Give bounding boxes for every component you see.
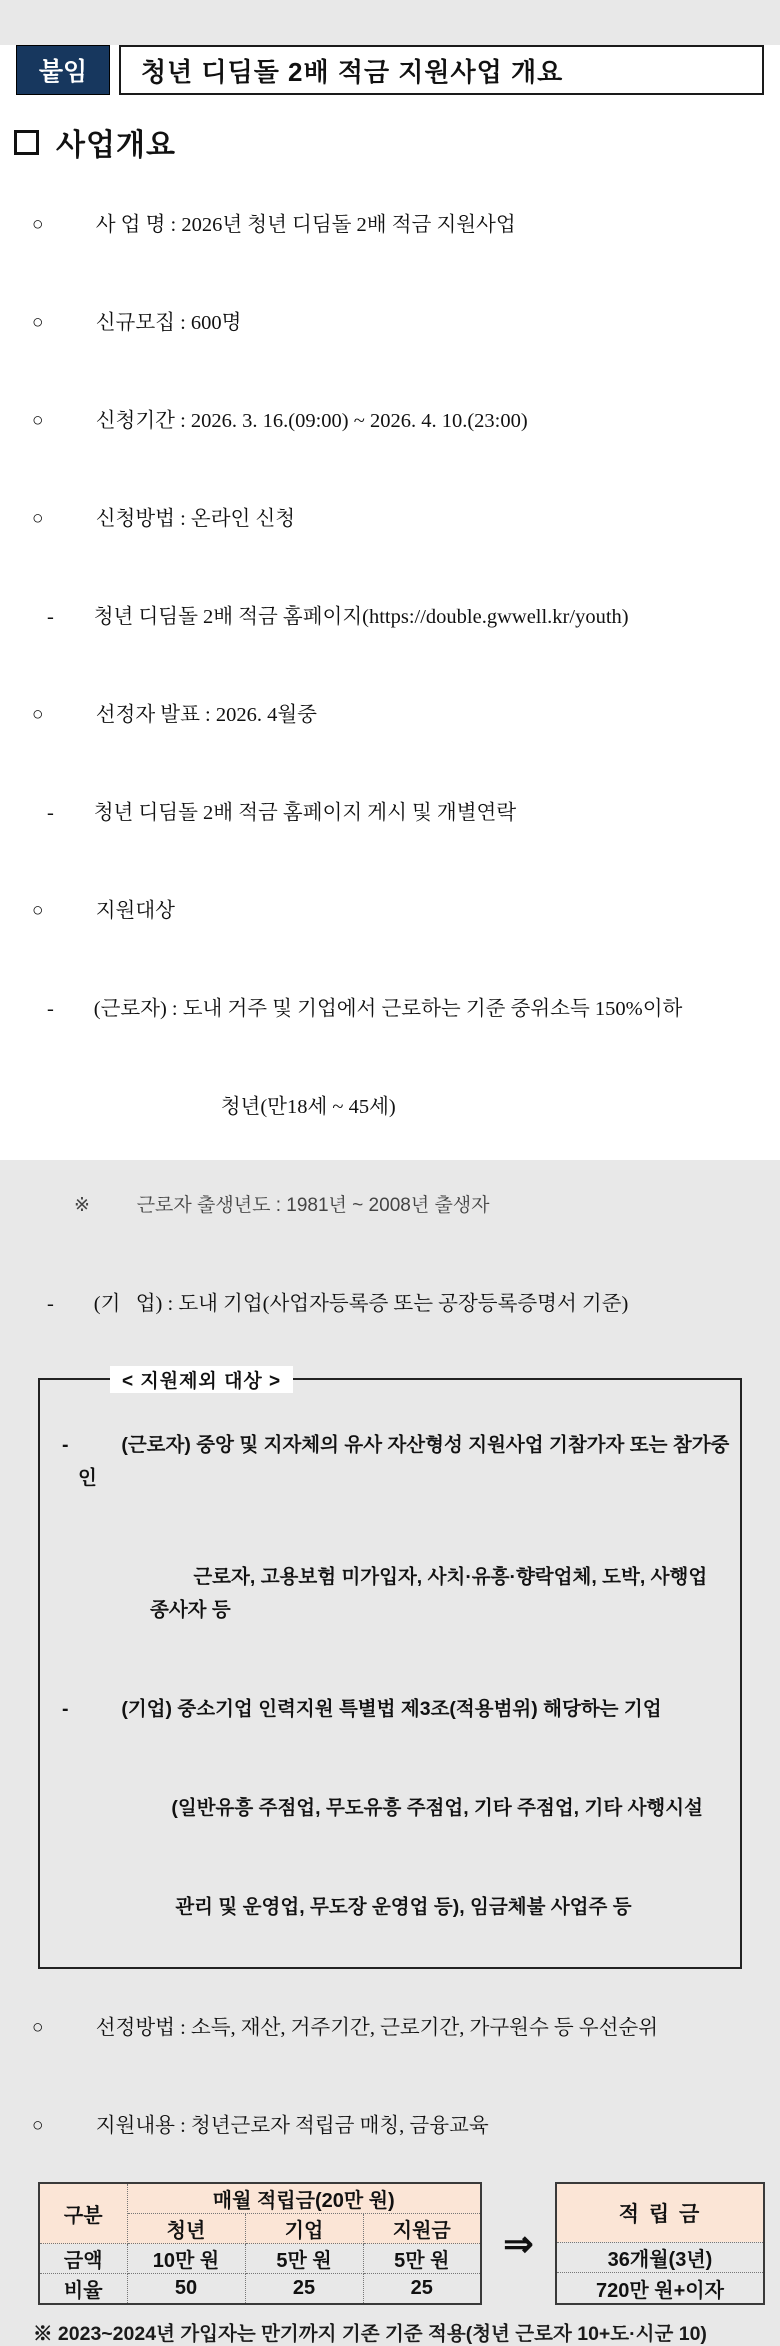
line-text: 관리 및 운영업, 무도장 운영업 등), 임금체불 사업주 등 [175,1896,632,1918]
dash-bullet-icon: - [47,802,54,824]
row-label: 금액 [39,2244,127,2274]
table-col-header-youth: 청년 [127,2214,245,2244]
circle-bullet-icon: ○ [32,214,44,235]
sub-line-company-criteria [0,1262,780,1346]
circle-bullet-icon: ○ [32,312,44,333]
line-text: 선정자 발표 : 2026. 4월중 [95,704,317,726]
line-text: 신청방법 : 온라인 신청 [95,508,296,530]
table-col-header-company: 기업 [245,2214,363,2244]
bullet-line-recruit-count [0,281,780,365]
attachment-badge: 붙임 [16,45,110,95]
exclusion-line-company-cont1 [50,1759,730,1858]
circle-bullet-icon: ○ [32,410,44,431]
bullet-line-announcement [0,673,780,757]
cont-line-age-range [0,1065,780,1149]
bullet-line-selection-method [0,1986,780,2070]
exclusion-box [38,1371,742,1969]
footnote: ※ 2023~2024년 가입자는 만기까지 기존 기준 적용(청년 근로자 10+도·시군 10) [33,2323,707,2345]
line-text: 근로자 출생년도 : 1981년 ~ 2008년 출생자 [136,1195,490,1216]
row-label: 비율 [39,2274,127,2305]
result-table-title: 적 립 금 [556,2183,764,2242]
document-title: 청년 디딤돌 2배 적금 지원사업 개요 [119,45,764,95]
table-col-header-subsidy: 지원금 [363,2214,481,2244]
line-text: 신규모집 : 600명 [95,312,242,334]
circle-bullet-icon: ○ [32,900,44,921]
total-deposit-table [555,2182,765,2305]
cell-value: 5만 원 [245,2244,363,2274]
bullet-line-application-method [0,477,780,561]
bullet-line-support-content [0,2084,780,2168]
cell-value: 10만 원 [127,2244,245,2274]
dash-bullet-icon: - [62,1698,69,1720]
exclusion-line-worker-cont [50,1528,730,1660]
result-row-total: 720만 원+이자 [556,2273,764,2304]
line-text: 선정방법 : 소득, 재산, 거주기간, 근로기간, 가구원수 등 우선순위 [95,2017,659,2039]
line-text: 청년(만18세 ~ 45세) [220,1096,396,1118]
exclusion-line-company [50,1660,730,1759]
circle-bullet-icon: ○ [32,704,44,725]
table-group-header: 매월 적립금(20만 원) [127,2183,481,2214]
dash-bullet-icon: - [62,1434,69,1456]
section-heading [14,120,780,164]
dash-bullet-icon: - [47,606,54,628]
document-page [0,45,780,2345]
line-text: 청년 디딤돌 2배 적금 홈페이지 게시 및 개별연락 [93,802,517,824]
document-body [0,183,780,2346]
line-text: 청년 디딤돌 2배 적금 홈페이지(https://double.gwwell.kr/youth) [93,606,629,628]
circle-bullet-icon: ○ [32,508,44,529]
dash-bullet-icon: - [47,998,54,1020]
monthly-deposit-table [38,2182,482,2305]
exclusion-line-worker [50,1396,730,1528]
square-bullet-icon [14,130,39,155]
note-line-birth-year [0,1164,780,1248]
section-title: 사업개요 [56,129,176,162]
line-text: (기 업) : 도내 기업(사업자등록증 또는 공장등록증명서 기준) [93,1293,629,1315]
result-row-duration: 36개월(3년) [556,2242,764,2273]
table-corner-header: 구분 [39,2183,127,2244]
circle-bullet-icon: ○ [32,2115,44,2136]
exclusion-box-legend: < 지원제외 대상 > [110,1366,293,1393]
line-text: 지원대상 [95,900,175,922]
line-text: 신청기간 : 2026. 3. 16.(09:00) ~ 2026. 4. 10.(23:00) [95,410,528,432]
document-header [16,45,764,95]
sub-line-homepage-url [0,575,780,659]
exclusion-line-company-cont2 [50,1858,730,1957]
bullet-line-application-period [0,379,780,463]
bullet-line-project-name [0,183,780,267]
line-text: (근로자) : 도내 거주 및 기업에서 근로하는 기준 중위소득 150%이하 [93,998,683,1020]
line-text: 근로자, 고용보험 미가입자, 사치·유흥·향락업체, 도박, 사행업 종사자 등 [150,1566,713,1621]
cell-value: 5만 원 [363,2244,481,2274]
line-text: 지원내용 : 청년근로자 적립금 매칭, 금융교육 [95,2115,489,2137]
dash-bullet-icon: - [47,1293,54,1315]
deposit-summary-row [38,2182,765,2305]
line-text: (근로자) 중앙 및 지자체의 유사 자산형성 지원사업 기참가자 또는 참가중인 [78,1434,730,1489]
cell-value: 25 [245,2274,363,2305]
reference-mark-icon: ※ [74,1195,90,1216]
cell-value: 25 [363,2274,481,2305]
circle-bullet-icon: ○ [32,2017,44,2038]
table-row-amount [39,2244,481,2274]
table-row-ratio [39,2274,481,2305]
line-text: 사 업 명 : 2026년 청년 디딤돌 2배 적금 지원사업 [95,214,516,236]
sub-line-notify-method [0,771,780,855]
cell-value: 50 [127,2274,245,2305]
bullet-line-support-target [0,869,780,953]
double-arrow-icon: ⇒ [503,2222,534,2264]
sub-line-worker-criteria [0,967,780,1051]
line-text: (일반유흥 주점업, 무도유흥 주점업, 기타 주점업, 기타 사행시설 [171,1797,703,1819]
line-text: (기업) 중소기업 인력지원 특별법 제3조(적용범위) 해당하는 기업 [121,1698,662,1720]
